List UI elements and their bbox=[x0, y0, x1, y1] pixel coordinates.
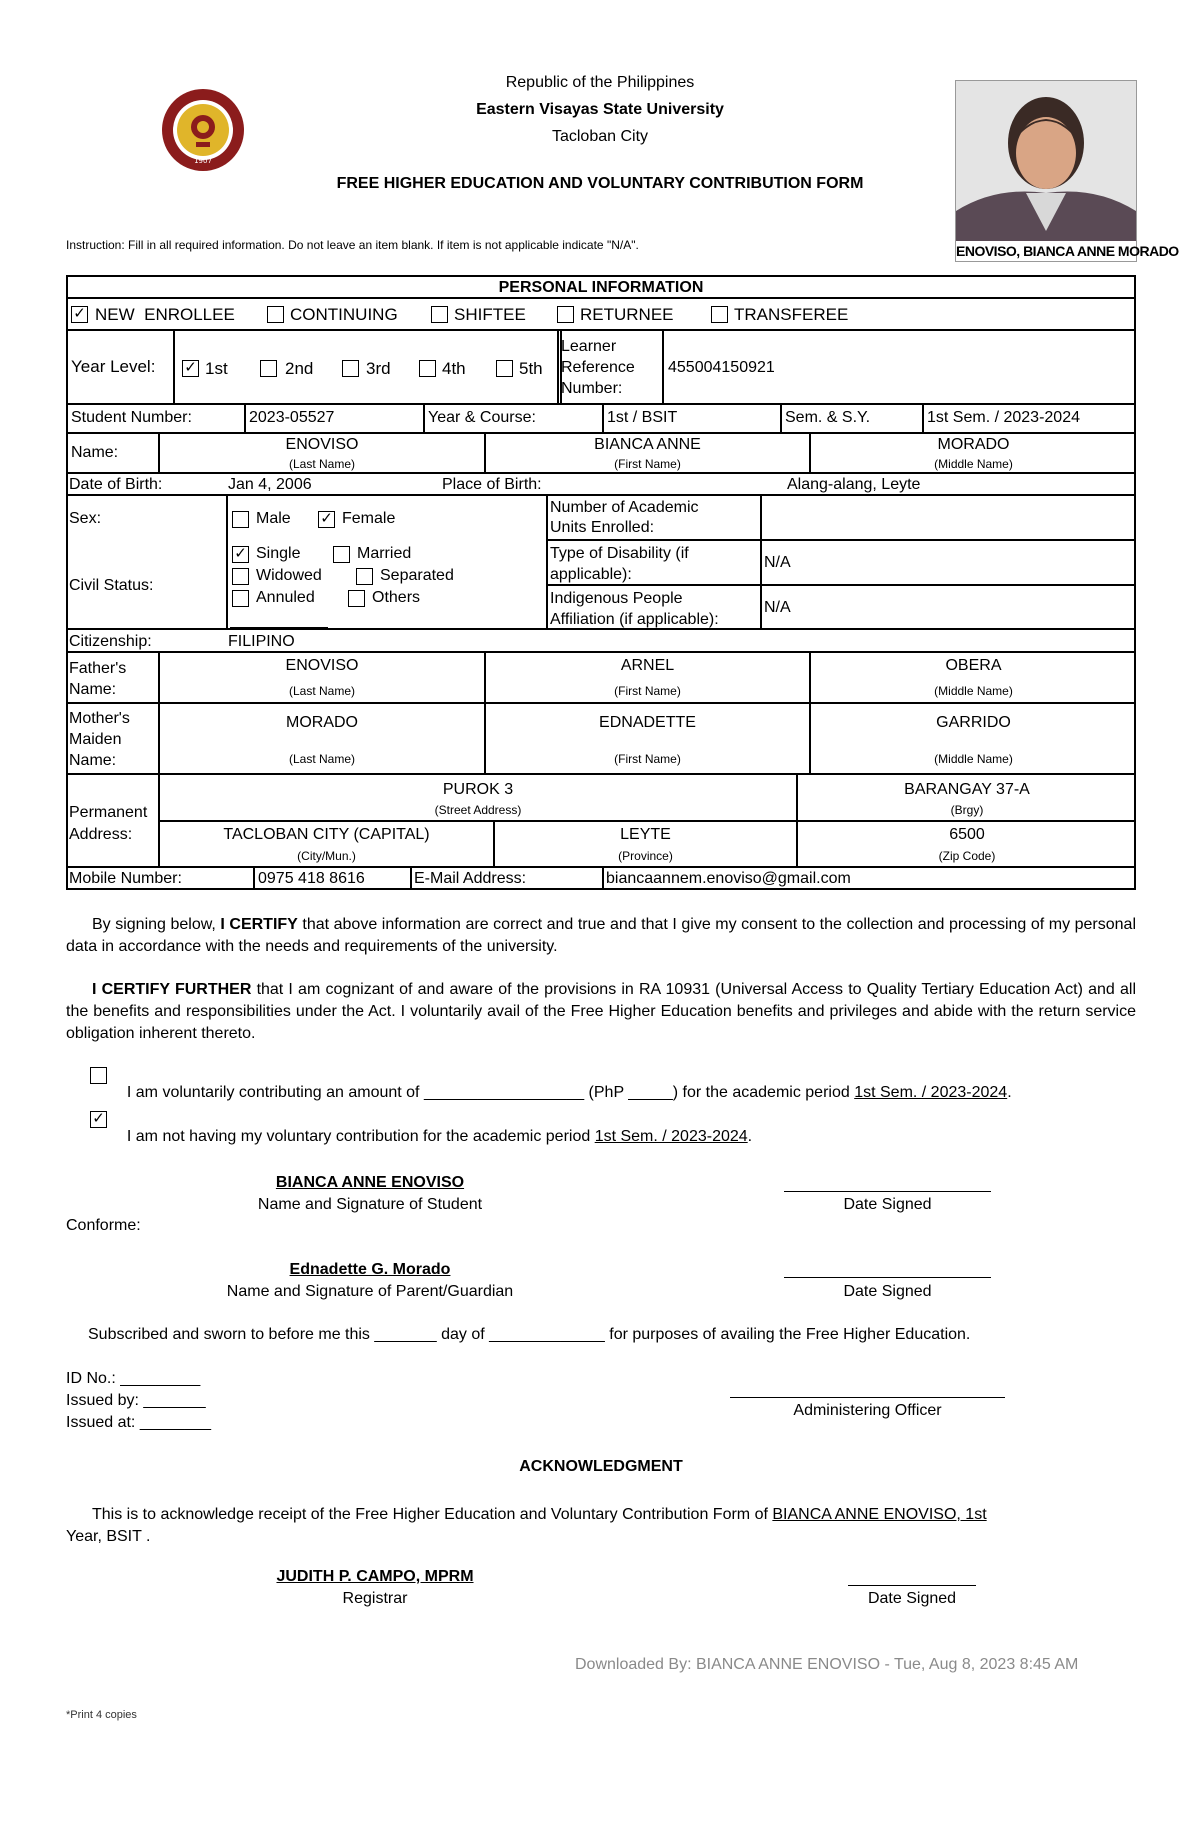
email-address: biancaannem.enoviso@gmail.com bbox=[606, 870, 851, 887]
father-last-caption: (Last Name) bbox=[288, 684, 356, 698]
dob-label: Date of Birth: bbox=[69, 476, 163, 493]
father-first-caption: (First Name) bbox=[614, 684, 681, 698]
guardian-date-signed: Date Signed bbox=[843, 1283, 932, 1300]
new-enrollee-checkbox[interactable]: ✓ bbox=[71, 306, 88, 323]
shiftee-checkbox[interactable] bbox=[431, 306, 448, 323]
id-number: ID No.: _________ bbox=[66, 1370, 201, 1387]
year-course-label: Year & Course: bbox=[428, 409, 536, 426]
year-2nd-checkbox[interactable] bbox=[260, 360, 277, 377]
father-label: Father's Name: bbox=[69, 660, 127, 698]
address-label: Permanent Address: bbox=[69, 804, 148, 843]
guardian-date-line bbox=[784, 1277, 991, 1278]
acknowledgment-title: ACKNOWLEDGMENT bbox=[519, 1458, 683, 1475]
widowed-label: Widowed bbox=[256, 567, 322, 584]
republic-line: Republic of the Philippines bbox=[505, 74, 695, 91]
mother-first-name: EDNADETTE bbox=[599, 714, 696, 731]
sem-sy: 1st Sem. / 2023-2024 bbox=[927, 409, 1080, 426]
year-1st-label: 1st bbox=[205, 359, 228, 378]
student-number-label: Student Number: bbox=[71, 409, 192, 426]
lrn-value: 455004150921 bbox=[668, 359, 775, 376]
instruction: Instruction: Fill in all required information. Do not leave an item blank. If item is not applicable indicate "N/A". bbox=[66, 238, 639, 252]
year-3rd-label: 3rd bbox=[366, 359, 391, 378]
print-note: *Print 4 copies bbox=[66, 1709, 137, 1721]
year-3rd-checkbox[interactable] bbox=[342, 360, 359, 377]
dob: Jan 4, 2006 bbox=[228, 476, 312, 493]
single-label: Single bbox=[256, 545, 301, 562]
married-label: Married bbox=[357, 545, 412, 562]
year-2nd-label: 2nd bbox=[285, 359, 314, 378]
issued-by: Issued by: _______ bbox=[66, 1392, 206, 1409]
student-date-line bbox=[784, 1191, 991, 1192]
year-4th-label: 4th bbox=[442, 359, 466, 378]
guardian-signature-name: Ednadette G. Morado bbox=[289, 1261, 451, 1278]
student-number: 2023-05527 bbox=[249, 409, 335, 426]
middle-name-caption: (Middle Name) bbox=[934, 457, 1013, 471]
widowed-checkbox[interactable] bbox=[232, 568, 249, 585]
father-last-name: ENOVISO bbox=[285, 657, 359, 674]
transferee-label: TRANSFEREE bbox=[734, 305, 849, 324]
student-signature-name: BIANCA ANNE ENOVISO bbox=[275, 1174, 465, 1191]
year-5th-label: 5th bbox=[519, 359, 543, 378]
downloaded-by: Downloaded By: BIANCA ANNE ENOVISO - Tue, Aug 8, 2023 8:45 AM bbox=[575, 1656, 1079, 1673]
pob: Alang-alang, Leyte bbox=[787, 476, 921, 493]
single-checkbox[interactable]: ✓ bbox=[232, 546, 249, 563]
guardian-signature-caption: Name and Signature of Parent/Guardian bbox=[226, 1283, 514, 1300]
registrar-date-line bbox=[848, 1585, 976, 1586]
mobile-label: Mobile Number: bbox=[69, 870, 182, 887]
sem-sy-label: Sem. & S.Y. bbox=[785, 409, 871, 426]
conforme-label: Conforme: bbox=[66, 1217, 141, 1234]
acknowledgment-text: This is to acknowledge receipt of the Free Higher Education and Voluntary Contribution Form of BIANCA ANNE ENOVISO, 1st Year, BSIT . bbox=[66, 1506, 987, 1545]
voluntary-contribution-checkbox[interactable] bbox=[90, 1067, 107, 1084]
province: LEYTE bbox=[620, 826, 671, 843]
barangay: BARANGAY 37-A bbox=[904, 781, 1030, 798]
female-label: Female bbox=[342, 510, 396, 527]
others-underline bbox=[230, 627, 328, 628]
transferee-checkbox[interactable] bbox=[711, 306, 728, 323]
ip-value: N/A bbox=[764, 599, 791, 616]
year-course: 1st / BSIT bbox=[607, 409, 678, 426]
mother-first-caption: (First Name) bbox=[614, 752, 681, 766]
male-checkbox[interactable] bbox=[232, 511, 249, 528]
street-caption: (Street Address) bbox=[434, 803, 522, 817]
registrar-date-signed: Date Signed bbox=[867, 1590, 957, 1607]
name-label: Name: bbox=[71, 444, 119, 461]
civil-status-label: Civil Status: bbox=[69, 577, 154, 594]
mother-middle-name: GARRIDO bbox=[936, 714, 1011, 731]
separated-checkbox[interactable] bbox=[356, 568, 373, 585]
year-4th-checkbox[interactable] bbox=[419, 360, 436, 377]
father-first-name: ARNEL bbox=[620, 657, 675, 674]
last-name: ENOVISO bbox=[285, 436, 359, 453]
mother-label: Mother's Maiden Name: bbox=[69, 710, 130, 769]
no-contribution-checkbox[interactable]: ✓ bbox=[90, 1111, 107, 1128]
university-name: Eastern Visayas State University bbox=[476, 101, 724, 118]
year-level-label: Year Level: bbox=[71, 357, 156, 376]
returnee-label: RETURNEE bbox=[580, 305, 674, 324]
continuing-label: CONTINUING bbox=[290, 305, 398, 324]
registrar-name: JUDITH P. CAMPO, MPRM bbox=[276, 1568, 474, 1585]
citizenship-label: Citizenship: bbox=[69, 633, 152, 650]
photo-caption: ENOVISO, BIANCA ANNE MORADO bbox=[956, 243, 1179, 259]
lrn-label: Learner Reference Number: bbox=[561, 338, 635, 397]
officer-line bbox=[730, 1397, 1005, 1398]
issued-at: Issued at: ________ bbox=[66, 1414, 212, 1431]
father-middle-name: OBERA bbox=[945, 657, 1002, 674]
others-label: Others bbox=[372, 589, 421, 606]
last-name-caption: (Last Name) bbox=[288, 457, 356, 471]
middle-name: MORADO bbox=[937, 436, 1010, 453]
female-checkbox[interactable]: ✓ bbox=[318, 511, 335, 528]
mother-last-name: MORADO bbox=[286, 714, 358, 731]
disability-value: N/A bbox=[764, 554, 791, 571]
administering-officer: Administering Officer bbox=[793, 1402, 942, 1419]
citizenship-value: FILIPINO bbox=[228, 633, 295, 650]
province-caption: (Province) bbox=[618, 849, 673, 863]
year-5th-checkbox[interactable] bbox=[496, 360, 513, 377]
section-title: PERSONAL INFORMATION bbox=[498, 279, 704, 296]
oath-text: Subscribed and sworn to before me this _______ day of _____________ for purposes of availing the Free Higher Education. bbox=[88, 1326, 971, 1343]
mobile-number: 0975 418 8616 bbox=[258, 870, 365, 887]
first-name: BIANCA ANNE bbox=[594, 436, 701, 453]
zip-caption: (Zip Code) bbox=[938, 849, 996, 863]
returnee-checkbox[interactable] bbox=[557, 306, 574, 323]
year-1st-checkbox[interactable]: ✓ bbox=[182, 360, 199, 377]
zip-code: 6500 bbox=[949, 826, 985, 843]
seal-year-text: 1907 bbox=[194, 157, 212, 165]
units-label: Number of Academic Units Enrolled: bbox=[550, 499, 699, 536]
email-label: E-Mail Address: bbox=[414, 870, 527, 887]
new-enrollee-label: NEW ENROLLEE bbox=[95, 305, 235, 324]
separated-label: Separated bbox=[380, 567, 454, 584]
no-contribution-text: I am not having my voluntary contribution for the academic period 1st Sem. / 2023-2024. bbox=[126, 1128, 753, 1145]
university-seal bbox=[160, 87, 246, 173]
married-checkbox[interactable] bbox=[333, 546, 350, 563]
certify-paragraph: By signing below, I CERTIFY that above information are correct and true and that I give my consent to the collection and processing of my personal data in accordance with the needs and requirements of the university. bbox=[66, 916, 1137, 955]
student-signature-caption: Name and Signature of Student bbox=[257, 1196, 483, 1213]
barangay-caption: (Brgy) bbox=[950, 803, 984, 817]
student-date-signed: Date Signed bbox=[843, 1196, 932, 1213]
shiftee-label: SHIFTEE bbox=[454, 305, 526, 324]
registrar-title: Registrar bbox=[342, 1590, 408, 1607]
city-caption: (City/Mun.) bbox=[297, 849, 356, 863]
continuing-checkbox[interactable] bbox=[267, 306, 284, 323]
disability-label: Type of Disability (if applicable): bbox=[550, 545, 689, 583]
pob-label: Place of Birth: bbox=[442, 476, 542, 493]
mother-last-caption: (Last Name) bbox=[288, 752, 356, 766]
male-label: Male bbox=[256, 510, 291, 527]
form-title: FREE HIGHER EDUCATION AND VOLUNTARY CONTRIBUTION FORM bbox=[336, 175, 864, 192]
city-mun: TACLOBAN CITY (CAPITAL) bbox=[223, 826, 430, 843]
ip-label: Indigenous People Affiliation (if applicable): bbox=[550, 590, 719, 628]
mother-middle-caption: (Middle Name) bbox=[934, 752, 1013, 766]
annulled-checkbox[interactable] bbox=[232, 590, 249, 607]
certify-further-paragraph: I CERTIFY FURTHER that I am cognizant of and aware of the provisions in RA 10931 (Universal Access to Quality Tertiary Education Act) and all the benefits and responsibilities under the Act. I voluntarily avail of the Free Higher Education benefits and privileges and abide with the return service obligation inherent thereto. bbox=[66, 981, 1136, 1042]
voluntary-contribution-text: I am voluntarily contributing an amount of __________________ (PhP _____) for the academic period 1st Sem. / 2023-2024. bbox=[126, 1084, 1012, 1101]
father-middle-caption: (Middle Name) bbox=[934, 684, 1013, 698]
others-checkbox[interactable] bbox=[348, 590, 365, 607]
student-photo bbox=[955, 80, 1179, 262]
annulled-label: Annuled bbox=[256, 589, 315, 606]
first-name-caption: (First Name) bbox=[614, 457, 681, 471]
sex-label: Sex: bbox=[69, 510, 102, 527]
street-address: PUROK 3 bbox=[442, 781, 514, 798]
city-line: Tacloban City bbox=[551, 128, 649, 145]
